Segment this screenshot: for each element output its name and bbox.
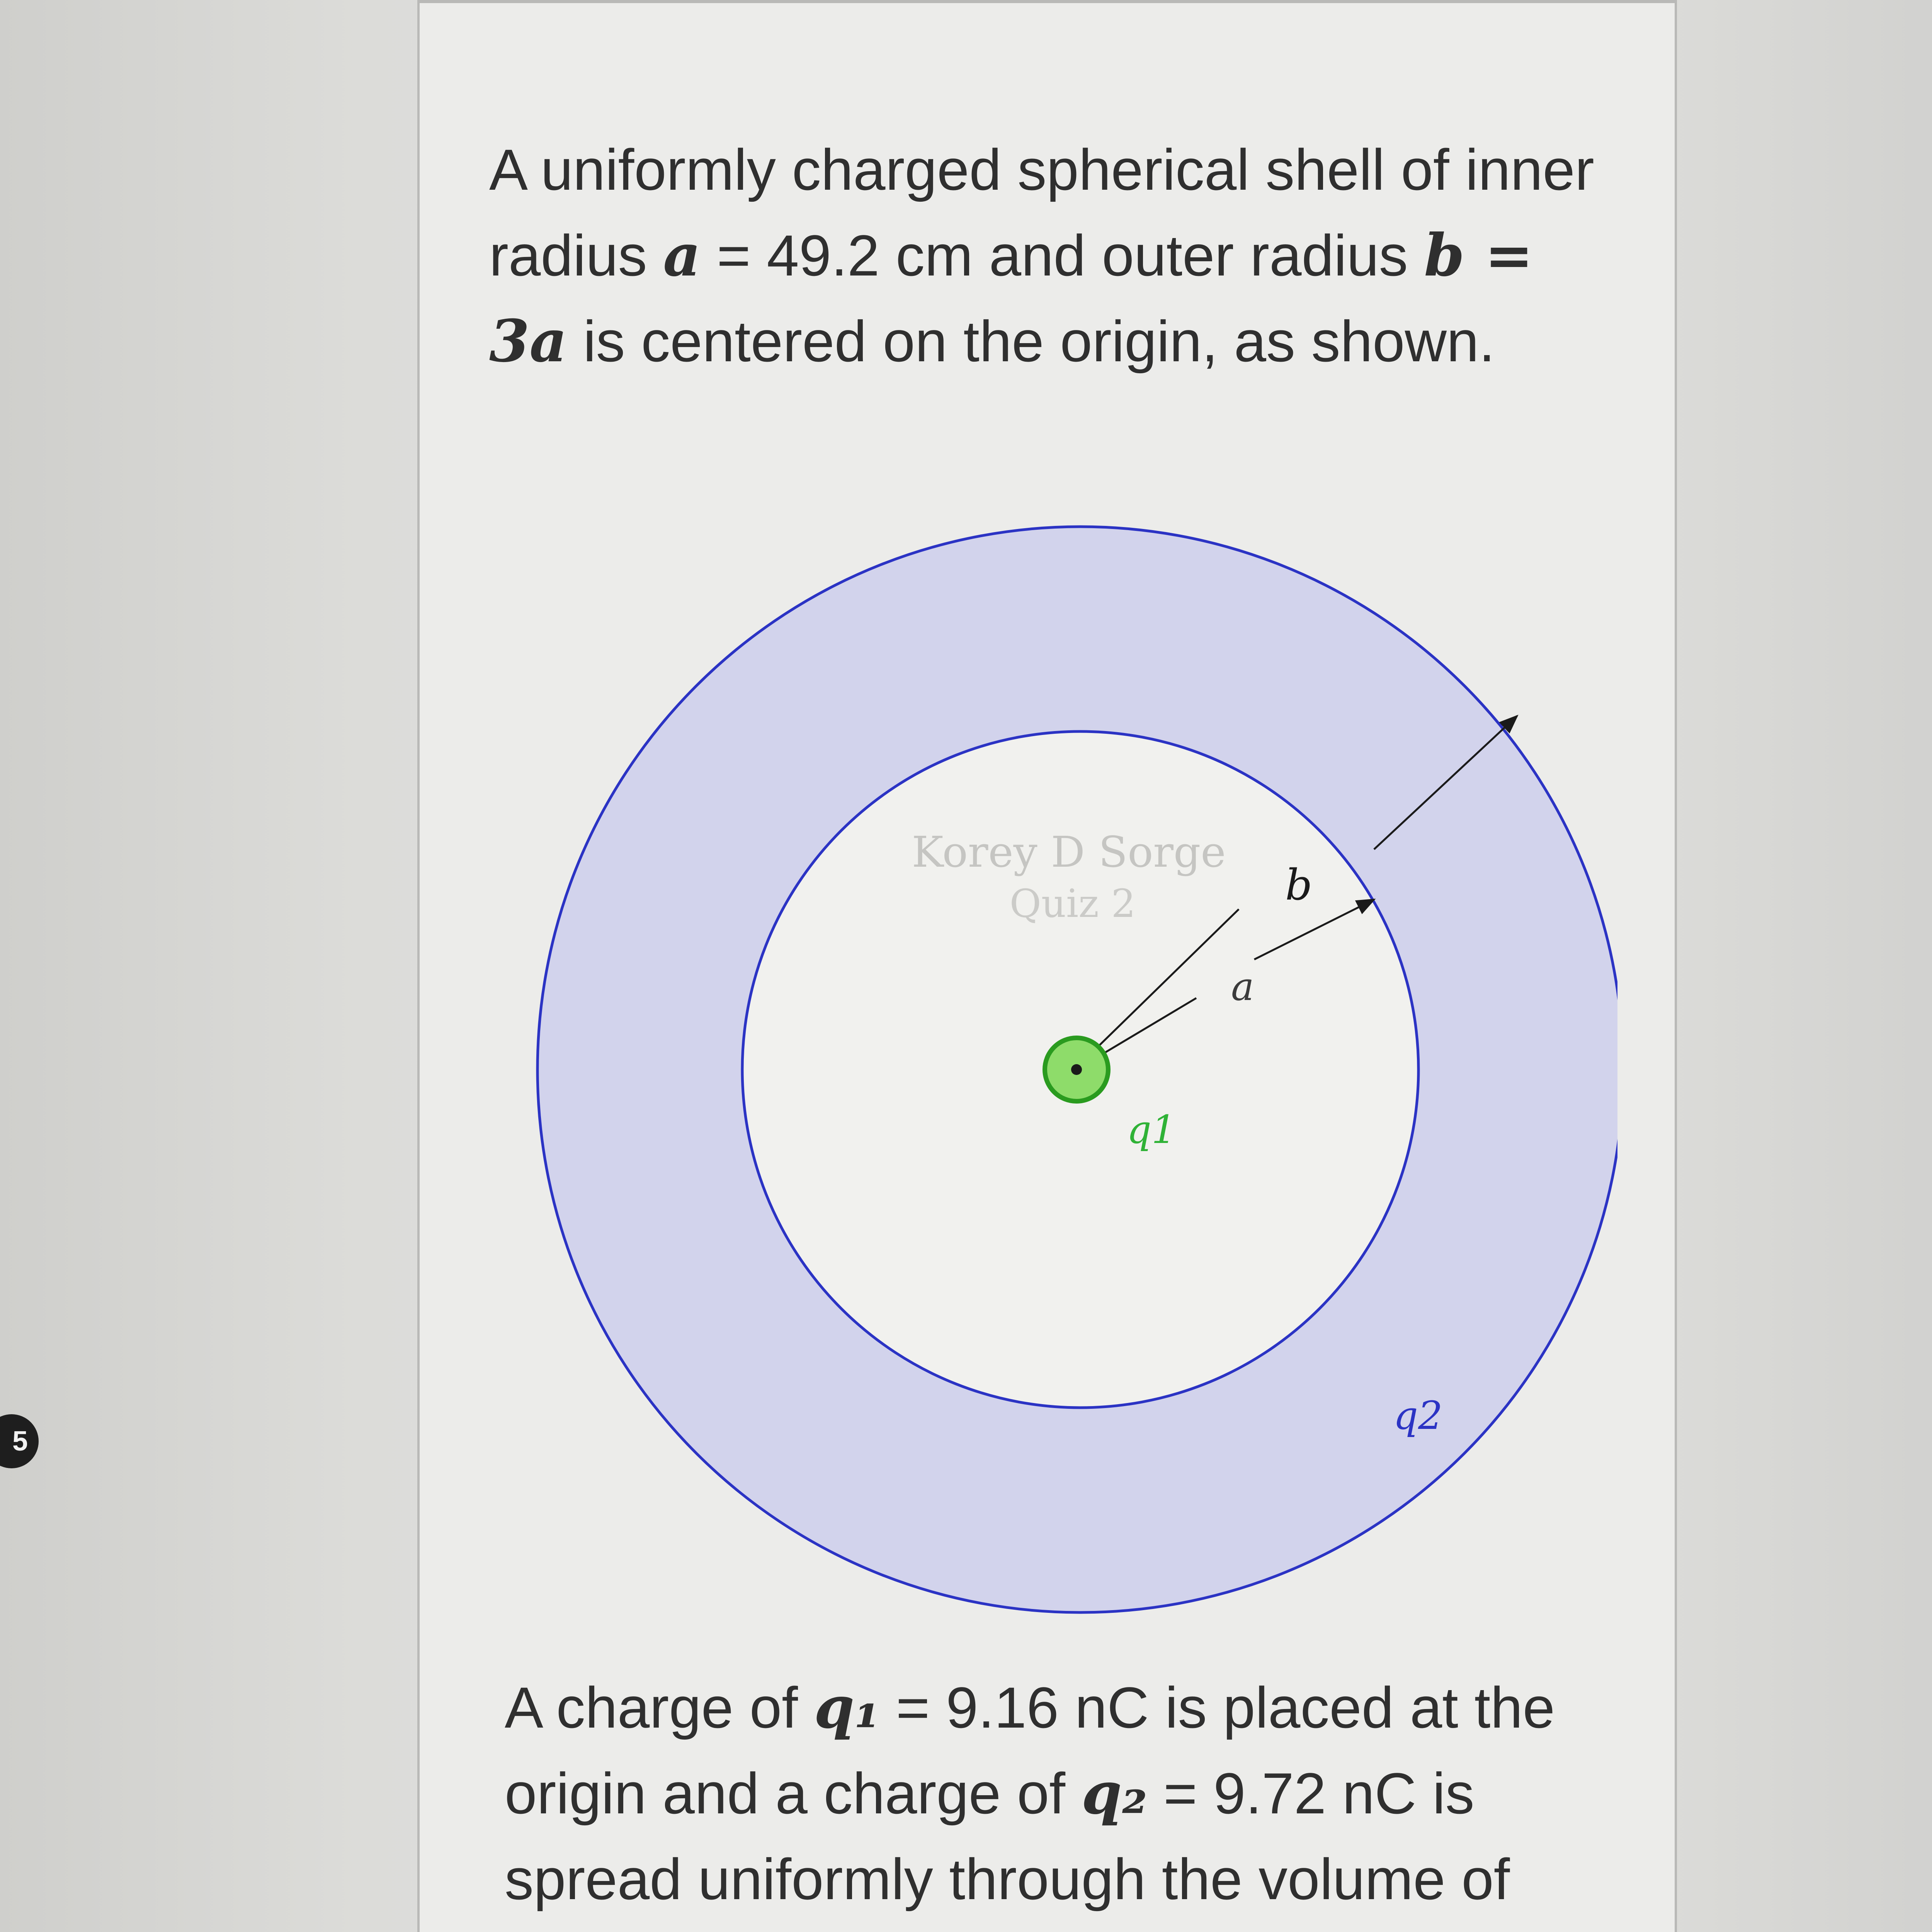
intro-text-end: is centered on the origin, as shown. xyxy=(567,309,1495,374)
watermark-quiz: Quiz 2 xyxy=(1009,881,1136,926)
q1-value-text: = 9.16 nC is placed at the origin and a charge of xyxy=(505,1675,1555,1826)
question-number-text: 5 xyxy=(12,1426,28,1457)
label-b: b xyxy=(1285,860,1313,910)
label-a: a xyxy=(1231,964,1254,1009)
label-q2: q2 xyxy=(1393,1393,1443,1438)
charges-text-start: A charge of xyxy=(505,1675,814,1740)
q2-value-text: = 9.72 nC is spread uniformly through the volume of xyxy=(505,1761,1510,1912)
charges-description xyxy=(505,1665,1587,1932)
symbol-q2: q₂ xyxy=(1081,1759,1148,1827)
symbol-q1: q₁ xyxy=(814,1673,880,1742)
intro-a-value: = 49.2 cm and outer radius xyxy=(701,223,1424,288)
spherical-shell-figure xyxy=(497,517,1617,1638)
watermark-name: Korey D Sorge xyxy=(912,827,1226,877)
question-card xyxy=(417,0,1677,1932)
symbol-a: a xyxy=(663,221,701,289)
origin-dot xyxy=(1071,1064,1082,1075)
label-q1: q1 xyxy=(1127,1107,1176,1152)
b-expression: b = 3a xyxy=(489,221,1534,375)
problem-intro xyxy=(489,127,1610,384)
intro-text-start: A uniformly charged spherical shell of inner radius xyxy=(489,137,1594,288)
